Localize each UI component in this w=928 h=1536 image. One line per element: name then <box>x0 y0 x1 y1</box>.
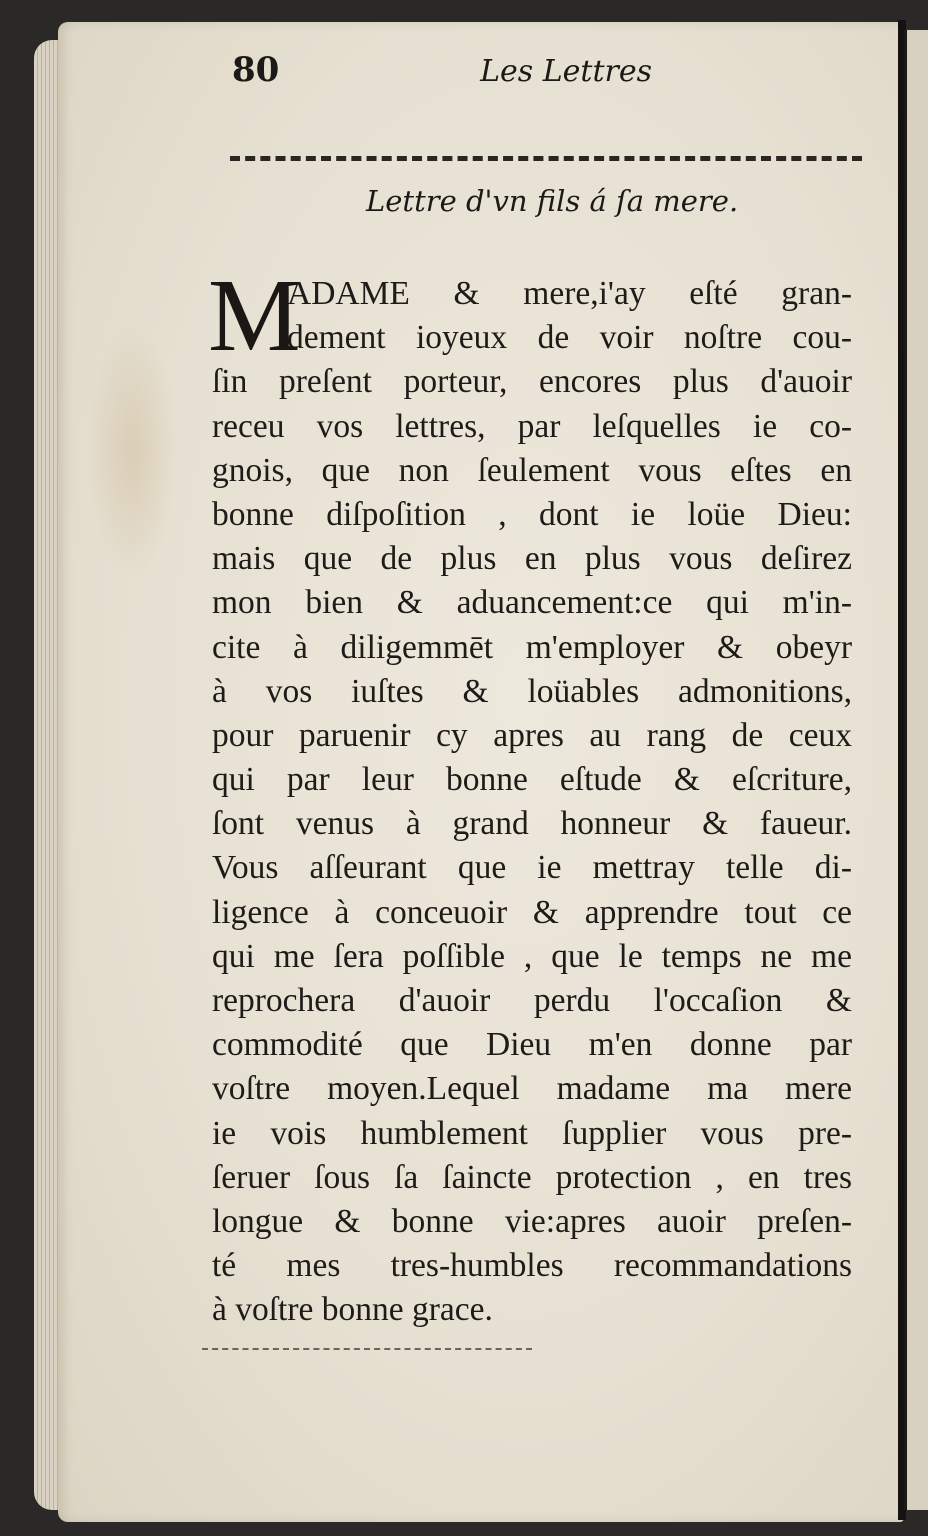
page-header <box>232 50 652 100</box>
text-line: reprochera d'auoir perdu l'occaſion & <box>212 982 852 1019</box>
drop-cap: M <box>208 258 301 373</box>
letter-body <box>208 258 852 1333</box>
text-line: ſeruer ſous ſa ſaincte protection , en tres <box>212 1158 852 1196</box>
text-line: ſin preſent porteur, encores plus d'auoir <box>212 363 852 401</box>
text-line: Vous aſſeurant que ie mettray telle di- <box>212 849 852 887</box>
facing-page-edge <box>904 30 928 1510</box>
closing-underline <box>202 1348 532 1350</box>
text-line: té mes tres-humbles recommandations <box>212 1247 852 1285</box>
text-line: voſtre moyen.Lequel madame ma mere <box>212 1070 852 1108</box>
text-line: ligence à conceuoir & apprendre tout ce <box>212 893 852 931</box>
running-head: Les Lettres <box>480 54 652 89</box>
text-line: à vos iuſtes & loüables admonitions, <box>212 672 852 710</box>
text-line: qui me ſera poſſible , que le temps ne me <box>212 937 852 975</box>
page-stain <box>88 322 178 582</box>
header-rule <box>230 156 862 161</box>
text-line: dement ioyeux de voir noſtre cou- <box>287 319 852 357</box>
text-line: pour paruenir cy apres au rang de ceux <box>212 716 852 754</box>
page-number: 80 <box>232 50 280 90</box>
text-line: bonne diſpoſition , dont ie loüe Dieu: <box>212 495 852 533</box>
text-line: gnois, que non ſeulement vous eſtes en <box>212 451 852 489</box>
letter-title: Lettre d'vn fils á ſa mere. <box>366 184 739 218</box>
text-line: ſont venus à grand honneur & faueur. <box>212 805 852 843</box>
text-line: qui par leur bonne eſtude & eſcriture, <box>212 761 852 799</box>
text-line: longue & bonne vie:apres auoir preſen- <box>212 1202 852 1240</box>
text-line: commodité que Dieu m'en donne par <box>212 1026 852 1064</box>
text-line: ADAME & mere,i'ay eſté gran- <box>287 275 852 312</box>
text-line: à voſtre bonne grace. <box>212 1291 493 1329</box>
text-line: ie vois humblement ſupplier vous pre- <box>212 1114 852 1152</box>
text-line: receu vos lettres, par leſquelles ie co- <box>212 407 852 445</box>
text-line: cite à diligemmēt m'employer & obeyr <box>212 628 852 666</box>
text-line: mais que de plus en plus vous deſirez <box>212 540 852 578</box>
text-line: mon bien & aduancement:ce qui m'in- <box>212 584 852 622</box>
